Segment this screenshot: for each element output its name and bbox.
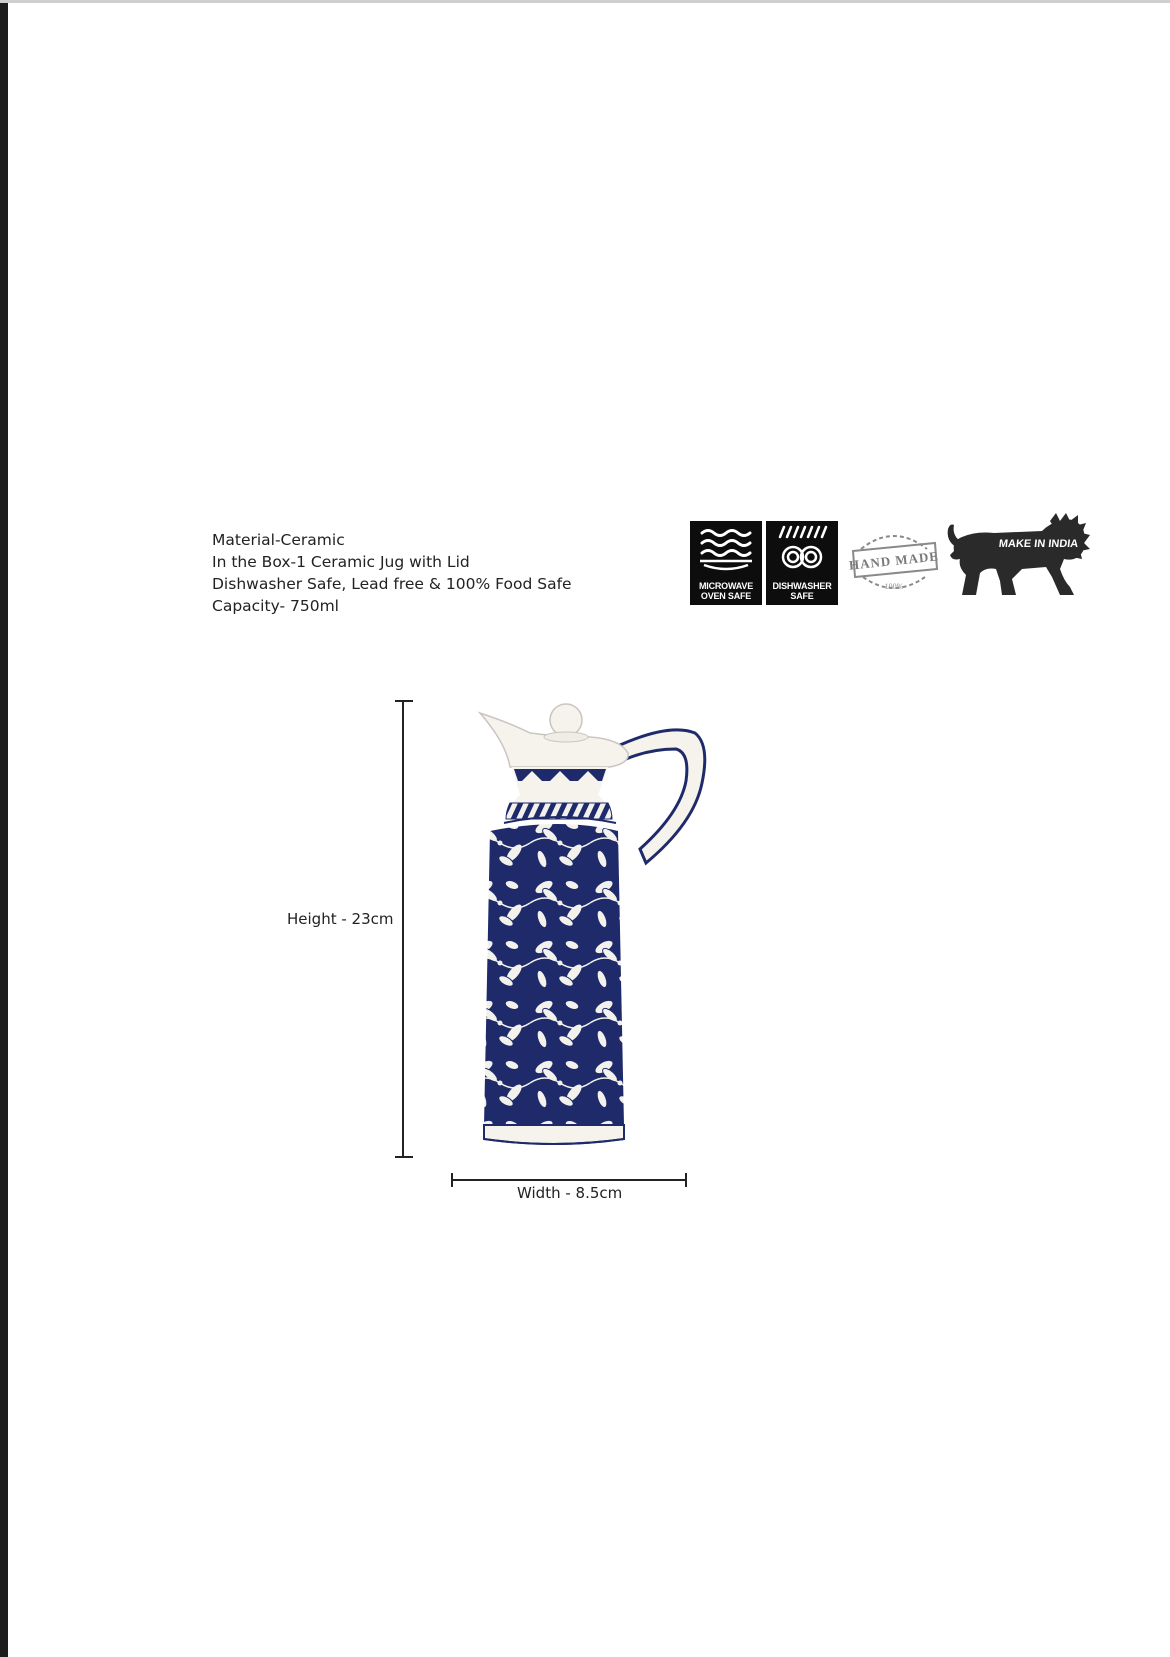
ceramic-jug-image xyxy=(470,693,750,1163)
height-measure-line xyxy=(402,701,404,1157)
spec-material: Material-Ceramic xyxy=(212,531,345,549)
svg-text:HAND MADE: HAND MADE xyxy=(848,548,940,573)
spec-safety: Dishwasher Safe, Lead free & 100% Food Safe xyxy=(212,575,572,593)
top-border xyxy=(0,0,1170,3)
product-specs xyxy=(212,529,572,617)
width-line-cap-right xyxy=(685,1173,687,1187)
microwave-safe-badge xyxy=(690,521,762,605)
make-in-india-logo xyxy=(946,511,1092,603)
microwave-safe-label: MICROWAVE OVEN SAFE xyxy=(698,581,754,601)
left-border xyxy=(0,0,8,1657)
handmade-stamp-icon xyxy=(847,521,941,601)
dishwasher-plates-icon xyxy=(766,521,838,581)
width-measure-line xyxy=(451,1179,687,1181)
height-line-cap-bottom xyxy=(395,1156,413,1158)
lion-logo-icon xyxy=(946,511,1092,603)
dishwasher-safe-label: DISHWASHER SAFE xyxy=(772,581,832,601)
spec-capacity: Capacity- 750ml xyxy=(212,597,339,615)
height-line-cap-top xyxy=(395,700,413,702)
svg-text:MAKE IN INDIA: MAKE IN INDIA xyxy=(998,538,1079,550)
svg-text:100%: 100% xyxy=(884,582,904,591)
height-label: Height - 23cm xyxy=(287,910,394,928)
spec-in-the-box: In the Box-1 Ceramic Jug with Lid xyxy=(212,553,470,571)
microwave-waves-icon xyxy=(690,521,762,581)
dishwasher-safe-badge xyxy=(766,521,838,605)
handmade-stamp xyxy=(847,521,941,601)
width-label: Width - 8.5cm xyxy=(517,1184,623,1202)
